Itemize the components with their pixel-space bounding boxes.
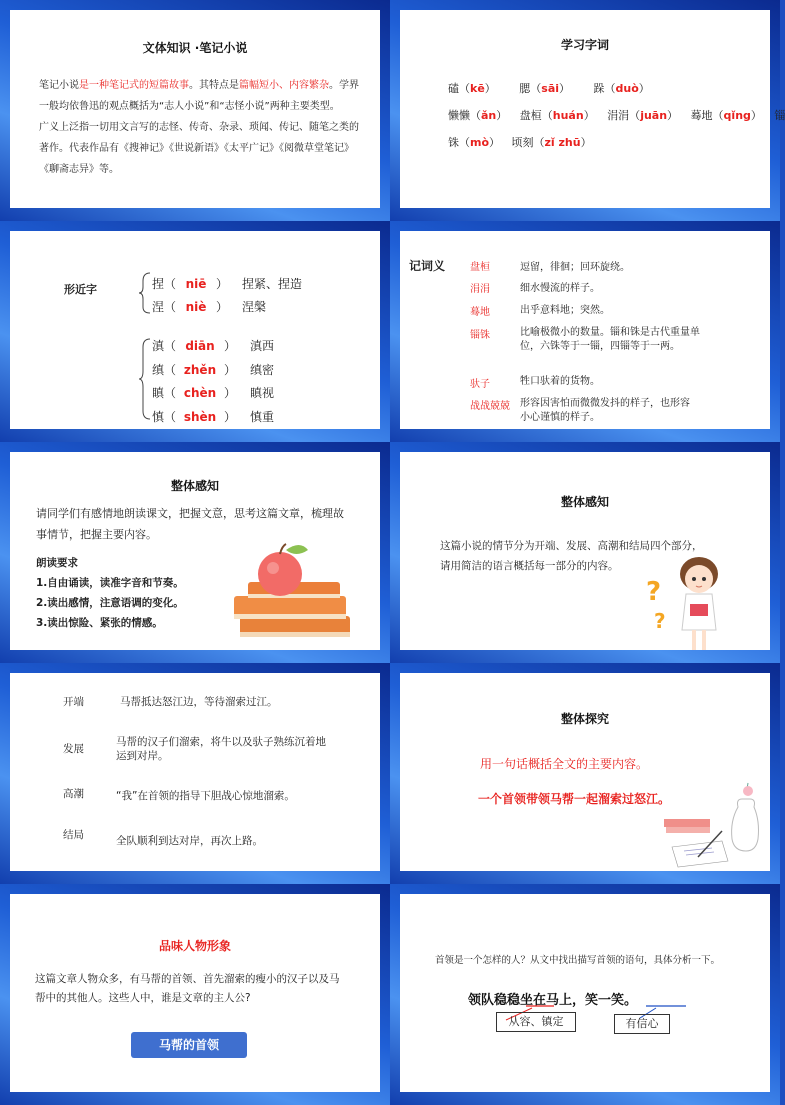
similar-char-row [152, 382, 274, 406]
slide-title: 文体知识 ·笔记小说 [142, 41, 248, 55]
similar-char-row [152, 359, 274, 383]
plot-stage-label: 发展 [63, 743, 84, 755]
plot-stage-summary [116, 735, 326, 763]
pinyin: sāi [541, 82, 560, 95]
bracket: ） [559, 82, 571, 95]
definition: 牲口驮着的货物。 [520, 376, 600, 387]
section-label: 形近字 [64, 283, 97, 296]
slide-5 [0, 442, 390, 663]
similar-char-row [152, 273, 302, 296]
char: 涅（ [152, 300, 177, 314]
pinyin: ǎn [481, 109, 497, 122]
vocab-row-3 [448, 132, 592, 153]
requirements-heading: 朗读要求 [36, 557, 78, 569]
example-words: 涅槃 [242, 300, 267, 314]
inquiry-answer: 一个首领带领马帮一起溜索过怒江。 [478, 792, 671, 806]
paragraph-line: 著作。代表作品有《搜神记》《世说新语》《太平广记》《阅微草堂笔记》 [39, 143, 354, 154]
slide-6 [390, 442, 780, 663]
slide-8 [390, 663, 780, 884]
char: 捏（ [152, 277, 177, 291]
vocab-item [448, 109, 507, 122]
term-text: 蓦地 [470, 307, 490, 318]
term [470, 306, 490, 320]
char: 腮（ [519, 82, 542, 95]
definition-line: 比喻极微小的数量。锱和铢是古代重量单 [520, 327, 700, 338]
bracket: ） [224, 339, 237, 353]
bracket: ） [667, 109, 679, 122]
analysis-question: 首领是一个怎样的人？从文中找出描写首领的语句，具体分析一下。 [435, 955, 721, 966]
definition: 细水慢流的样子。 [520, 283, 600, 294]
vocab-item [607, 109, 678, 122]
slide-9 [0, 884, 390, 1105]
bracket: ） [496, 109, 508, 122]
definition: 出乎意料地；突然。 [520, 305, 610, 316]
paragraph-line: 广义上泛指一切用文言写的志怪、传奇、杂录、琐闻、传记、随笔之类的 [39, 122, 359, 133]
pinyin: juān [640, 109, 668, 122]
bracket: ） [580, 136, 592, 149]
bracket: ） [224, 386, 237, 400]
vase-stationery-illustration [662, 781, 762, 867]
char: 顷刻（ [511, 136, 545, 149]
char: 蓦地（ [690, 109, 724, 122]
bracket: ） [750, 109, 762, 122]
definition: 逗留，徘徊；回环旋绕。 [520, 262, 630, 273]
definition [520, 326, 700, 354]
summary-line: 运到对岸。 [116, 750, 169, 762]
requirement-item: 1.自由诵读，读准字音和节奏。 [36, 577, 184, 589]
slide-title: 品味人物形象 [158, 939, 231, 953]
vocab-row-1 [448, 78, 650, 99]
term-text: 驮子 [470, 379, 490, 390]
slide-7 [0, 663, 390, 884]
highlight-text: 是一种笔记式的短篇故事 [79, 80, 189, 91]
annotation-box-composure: 从容、镇定 [496, 1012, 576, 1032]
similar-chars-group-1 [152, 273, 302, 319]
term [470, 400, 510, 414]
term [470, 378, 490, 392]
pinyin: niē [185, 277, 207, 291]
slide-2 [390, 0, 785, 221]
pinyin: duò [615, 82, 639, 95]
paragraph-line: 《聊斋志异》等。 [39, 164, 119, 175]
bracket: ） [638, 82, 650, 95]
pinyin: shèn [183, 409, 217, 424]
char: 瞋（ [152, 386, 177, 400]
definition-line: 小心谨慎的样子。 [520, 412, 600, 423]
pinyin: qǐng [723, 109, 751, 122]
term [470, 329, 490, 343]
char: 滇（ [152, 339, 177, 353]
term-text: 锱铢 [470, 330, 490, 341]
char: 涓涓（ [607, 109, 641, 122]
bracket: ） [216, 277, 229, 291]
highlight-text: 篇幅短小、内容繁杂 [239, 80, 329, 91]
vocab-row-2 [448, 105, 785, 126]
similar-chars-group-2 [152, 335, 274, 429]
requirement-item: 2.读出感情，注意语调的变化。 [36, 597, 184, 609]
reading-requirements [36, 553, 184, 633]
thinking-girl-illustration [644, 552, 734, 656]
text-span: 笔记小说 [39, 80, 79, 91]
requirement-item: 3.读出惊险、紧张的情感。 [36, 617, 163, 629]
pinyin: mò [470, 136, 490, 149]
instruction-paragraph [36, 503, 344, 545]
plot-stage-label: 高潮 [63, 788, 84, 800]
definition [520, 397, 690, 425]
paragraph-line: 一般均依鲁迅的观点概括为“志人小说”和“志怪小说”两种主要类型。 [39, 101, 340, 112]
term [470, 283, 490, 297]
term-text: 战战兢兢 [470, 401, 510, 412]
genre-intro-paragraph [39, 75, 374, 180]
example-words: 捏紧、捏造 [242, 277, 303, 291]
char: 慎（ [152, 409, 177, 424]
similar-char-row [152, 296, 302, 319]
vocab-item [691, 109, 762, 122]
bracket: ） [216, 300, 229, 314]
plot-stage-label: 结局 [63, 829, 84, 841]
char: 懒懒（ [448, 109, 481, 122]
vocab-item [519, 82, 570, 95]
slide-title: 整体探究 [560, 712, 609, 726]
slide-1 [0, 0, 390, 221]
inquiry-question: 用一句话概括全文的主要内容。 [480, 757, 649, 771]
svg-text:?: ? [646, 577, 662, 607]
paragraph-line: 这篇小说的情节分为开端、发展、高潮和结局四个部分， [440, 540, 703, 552]
slide-title: 整体感知 [560, 495, 609, 509]
vocab-item [448, 136, 500, 149]
example-words: 瞋视 [250, 386, 275, 400]
example-words: 慎重 [250, 409, 275, 424]
answer-button[interactable]: 马帮的首领 [131, 1032, 247, 1058]
slide-5-card [10, 452, 380, 650]
plot-stage-summary: “我”在首领的指导下胆战心惊地溜索。 [116, 790, 295, 802]
paragraph-line: 这篇文章人物众多，有马帮的首领、首先溜索的瘦小的汉子以及马 [35, 973, 340, 985]
vocab-item [520, 109, 595, 122]
slide-4 [390, 221, 780, 442]
paragraph-line: 请用简洁的语言概括每一部分的内容。 [440, 560, 619, 572]
paragraph-line: 请同学们有感情地朗读课文，把握文意，思考这篇文章，梳理故 [36, 507, 344, 520]
svg-text:?: ? [654, 609, 666, 633]
similar-char-row [152, 406, 274, 430]
plot-stage-label: 开端 [63, 696, 84, 708]
slide-8-card [400, 673, 770, 871]
char: 磕（ [448, 82, 470, 95]
definition-line: 形容因害怕而微微发抖的样子，也形容 [520, 398, 690, 409]
pinyin: diān [185, 339, 215, 353]
bracket: ） [224, 362, 237, 377]
slide-9-card [10, 894, 380, 1092]
bracket: ） [489, 136, 501, 149]
vocab-item [594, 82, 650, 95]
paragraph-line: 帮中的其他人。这些人中，谁是文章的主人公? [35, 992, 251, 1004]
paragraph-line: 事情节，把握主要内容。 [36, 528, 157, 541]
text-span: 。其特点是 [189, 80, 239, 91]
plot-stage-summary: 马帮抵达怒江边，等待溜索过江。 [120, 696, 278, 708]
annotation-box-confidence: 有信心 [614, 1014, 670, 1034]
pinyin: huán [552, 109, 584, 122]
similar-char-row [152, 335, 274, 359]
char: 锱 [774, 109, 785, 122]
definition-line: 位，六铢等于一锱，四锱等于一两。 [520, 341, 680, 352]
slide-title: 学习字词 [560, 38, 609, 52]
slide-7-card [10, 673, 380, 871]
char: 盘桓（ [519, 109, 553, 122]
char: 铢（ [448, 136, 470, 149]
char: 缜（ [152, 362, 177, 377]
apple-books-illustration [228, 544, 358, 659]
slide-6-card [400, 452, 770, 650]
question-paragraph [35, 970, 340, 1008]
paragraph-line [39, 75, 374, 96]
text-span: 。学界 [329, 80, 359, 91]
pinyin: zǐ zhū [544, 136, 581, 149]
summary-line: 马帮的汉子们溜索，将牛以及驮子熟练沉着地 [116, 736, 326, 748]
vocab-item [774, 109, 785, 122]
term-text: 盘桓 [470, 262, 490, 273]
slide-3-card [10, 231, 380, 429]
bracket: ） [484, 82, 496, 95]
pinyin: niè [185, 300, 207, 314]
term [470, 261, 490, 275]
slide-title: 整体感知 [170, 479, 219, 493]
char: 跺（ [593, 82, 616, 95]
brace-icon [138, 271, 152, 447]
slide-1-card [10, 10, 380, 208]
example-words: 缜密 [250, 362, 275, 377]
slide-4-card [400, 231, 770, 429]
term-text: 涓涓 [470, 284, 490, 295]
pinyin: chèn [183, 386, 217, 400]
key-sentence: 领队稳稳坐在马上，笑一笑。 [468, 993, 638, 1008]
section-label: 记词义 [409, 259, 446, 273]
slide-10-card [400, 894, 770, 1092]
bracket: ） [224, 409, 237, 424]
slide-2-card [400, 10, 785, 208]
pinyin: zhěn [183, 362, 217, 377]
example-words: 滇西 [250, 339, 275, 353]
pinyin: kē [470, 82, 485, 95]
plot-stage-summary: 全队顺利到达对岸，再次上路。 [116, 835, 263, 847]
vocab-item [448, 82, 496, 95]
slide-10 [390, 884, 780, 1105]
slide-3 [0, 221, 390, 442]
vocab-item [512, 136, 592, 149]
bracket: ） [583, 109, 595, 122]
